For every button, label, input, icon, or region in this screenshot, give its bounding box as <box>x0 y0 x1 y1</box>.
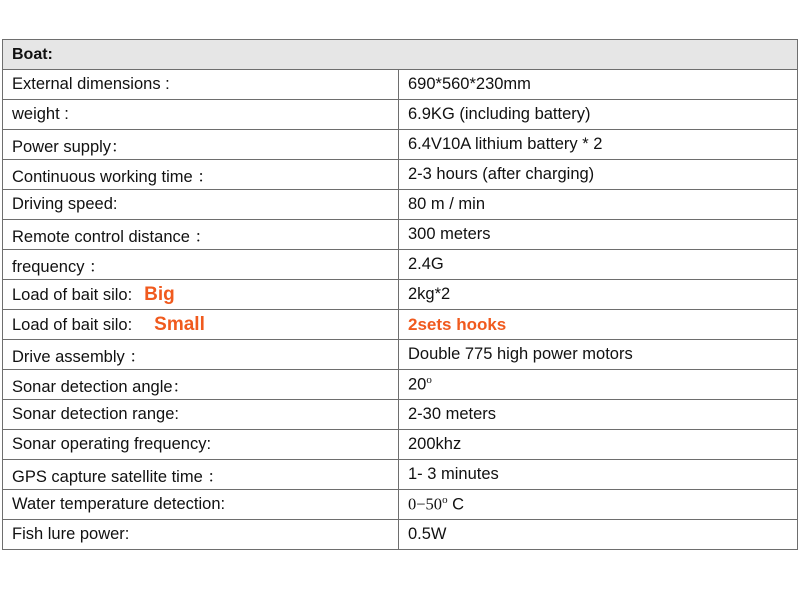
table-row <box>3 520 798 550</box>
spec-value-cell <box>399 310 798 340</box>
spec-label: weight : <box>3 100 399 130</box>
table-row <box>3 400 798 430</box>
table-header-row <box>3 40 798 70</box>
table-row <box>3 490 798 520</box>
spec-value: 6.9KG (including battery) <box>399 100 798 130</box>
unit-suffix: C <box>447 495 465 514</box>
spec-value: Double 775 high power motors <box>399 340 798 370</box>
spec-label: Sonar operating frequency: <box>3 430 399 460</box>
spec-label-cell <box>3 310 399 340</box>
spec-value: 20 <box>408 375 427 394</box>
table-row <box>3 190 798 220</box>
spec-value: 2.4G <box>399 250 798 280</box>
spec-label: Remote control distance ： <box>3 220 399 250</box>
spec-value: 0.5W <box>399 520 798 550</box>
table-row <box>3 280 798 310</box>
spec-value-cell <box>399 490 798 520</box>
spec-value: 2kg*2 <box>399 280 798 310</box>
table-row <box>3 370 798 400</box>
highlight-tag: Small <box>154 313 205 335</box>
spec-label: Power supply： <box>3 130 399 160</box>
degree-mark: o <box>442 494 448 507</box>
spec-label: Driving speed: <box>3 190 399 220</box>
spec-value: 0−50 <box>408 494 443 514</box>
spec-value: 690*560*230mm <box>399 70 798 100</box>
section-title: Boat: <box>3 40 798 70</box>
spec-label: Load of bait silo: <box>12 315 133 334</box>
degree-mark: o <box>426 374 432 387</box>
table-row <box>3 100 798 130</box>
table-row <box>3 310 798 340</box>
table-row <box>3 250 798 280</box>
table-row <box>3 430 798 460</box>
table-row <box>3 220 798 250</box>
spec-label: Drive assembly ： <box>3 340 399 370</box>
table-row <box>3 460 798 490</box>
table-row <box>3 340 798 370</box>
spec-label: Sonar detection range: <box>3 400 399 430</box>
spec-value: 2-30 meters <box>399 400 798 430</box>
spec-value: 80 m / min <box>399 190 798 220</box>
boat-spec-table <box>2 39 798 550</box>
spec-label: Continuous working time ： <box>3 160 399 190</box>
table-row <box>3 130 798 160</box>
spec-value: 200khz <box>399 430 798 460</box>
spec-value: 1- 3 minutes <box>399 460 798 490</box>
spec-label: GPS capture satellite time ： <box>3 460 399 490</box>
table-row <box>3 160 798 190</box>
table-row <box>3 70 798 100</box>
spec-value: 2-3 hours (after charging) <box>399 160 798 190</box>
spec-value-highlight: 2sets hooks <box>408 314 507 334</box>
highlight-tag: Big <box>144 283 175 305</box>
spec-label: External dimensions : <box>3 70 399 100</box>
spec-label-cell <box>3 280 399 310</box>
spec-value: 6.4V10A lithium battery * 2 <box>399 130 798 160</box>
spec-label: Sonar detection angle： <box>3 370 399 400</box>
spec-value-cell <box>399 370 798 400</box>
spec-label: Load of bait silo: <box>12 285 133 304</box>
spec-label: Fish lure power: <box>3 520 399 550</box>
spec-value: 300 meters <box>399 220 798 250</box>
spec-label: Water temperature detection: <box>3 490 399 520</box>
spec-label: frequency ： <box>3 250 399 280</box>
